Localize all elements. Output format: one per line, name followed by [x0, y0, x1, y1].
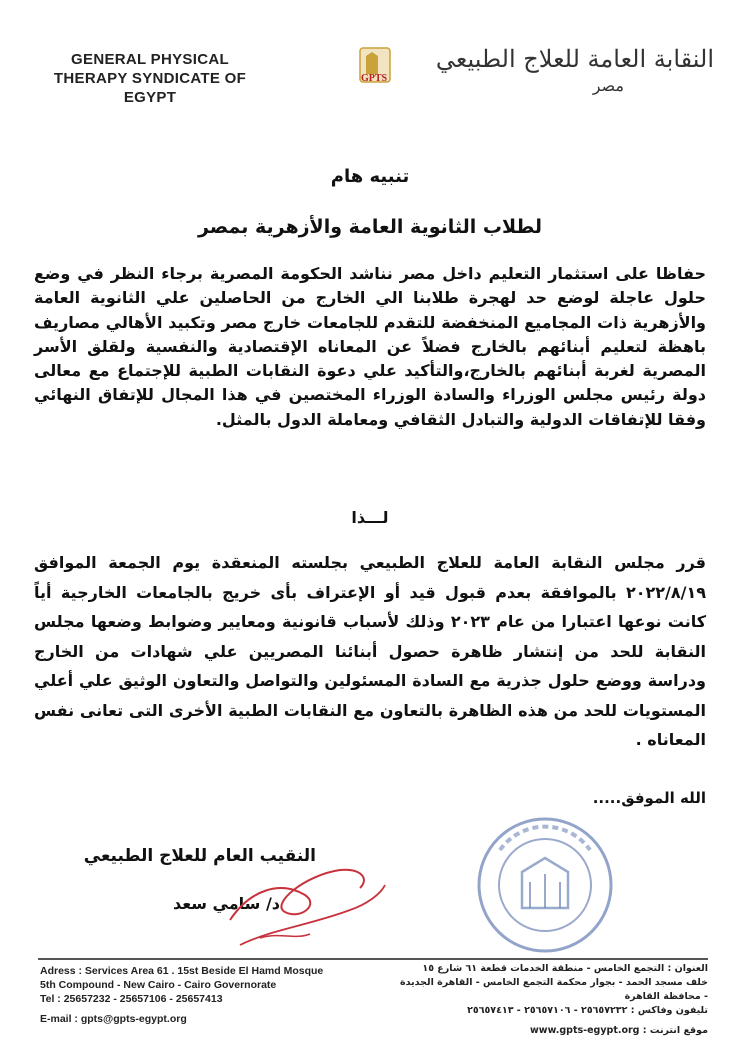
- footer-address-english-2: 5th Compound - New Cairo - Cairo Governorate: [40, 979, 277, 991]
- footer-email-english: E-mail : gpts@gpts-egypt.org: [40, 1013, 187, 1025]
- notice-heading: تنبيه هام: [330, 166, 410, 187]
- closing-line: الله الموفق.....: [592, 789, 706, 807]
- organization-country-arabic: مصر: [592, 76, 624, 95]
- footer-address-english-1: Adress : Services Area 61 . 15st Beside El Hamd Mosque: [40, 965, 324, 977]
- signatory-name: د/ سامي سعد: [172, 894, 280, 913]
- notice-paragraph-2: قرر مجلس النقابة العامة للعلاج الطبيعي بجلسته المنعقدة يوم الجمعة الموافق ٢٠٢٢/٨/١٩ بالموافقة بعدم قبول قيد أو الإعتراف بأى خريج بالجامعات الخارجية أياً كانت نوعها اعتبارا من عام ٢٠٢٣ وذلك لأسباب قانونية ومعايير وضوابط وضعها مجلس النقابة للحد من إنتشار ظاهرة حصول أبنائنا المصريين علي شهادات من الخارج ودراسة ووضع حلول جذرية مع السادة المسئولين والتواصل والتعاون الوثيق علي أعلي المستويات للحد من هذه الظاهرة بالتعاون مع النقابات الطبية الأخرى التى تعانى نفس المعاناه .: [34, 553, 707, 749]
- logo-text: GPTS: [360, 73, 388, 84]
- footer-contact-arabic: [398, 962, 708, 1038]
- organization-name-english: GENERAL PHYSICAL THERAPY SYNDICATE OF EGYPT: [53, 51, 247, 106]
- signatory-title: النقيب العام للعلاج الطبيعي: [83, 846, 316, 866]
- footer-phones-arabic: تليفون وفاكس : ٢٥٦٥٧٢٣٢ - ٢٥٦٥٧١٠٦ - ٢٥٦٥٧٤١٣: [467, 1005, 708, 1016]
- footer-contact-english: [40, 964, 323, 1026]
- footer-phones-english: Tel : 25657232 - 25657106 - 25657413: [40, 993, 223, 1005]
- footer: [0, 958, 740, 1052]
- notice-subheading: لطلاب الثانوية العامة والأزهرية بمصر: [197, 216, 543, 238]
- therefore-heading: لـــذا: [351, 508, 389, 527]
- footer-address-arabic-2: خلف مسجد الحمد - بجوار محكمة التجمع الخامس - القاهرة الجديدة - محافظة القاهرة: [400, 977, 708, 1002]
- footer-divider: [38, 958, 708, 960]
- footer-website-arabic: موقع انترنت : www.gpts-egypt.org: [530, 1025, 708, 1036]
- official-stamp: [470, 810, 620, 960]
- notice-paragraph-1: حفاظا على استثمار التعليم داخل مصر نناشد الحكومة المصرية برجاء النظر في وضع حلول عاجلة لوضع حد لهجرة طلابنا الي الخارج من الحاصلين علي الثانوية العامة والأزهرية ذات المجاميع المنخفضة للتقدم للجامعات خارج مصر وتكبيد الأهالي مصاريف باهظة لتعليم أبنائهم بالخارج فضلاً عن المعاناه الإقتصادية والنفسية ولقلق الأسر المصرية لغربة أبنائهم بالخارج،والتأكيد علي دعوة النقابات الطبية للإجتماع مع معالى دولة رئيس مجلس الوزراء والسادة الوزراء المختصين في هذا المجال للإتفاق النهائي وفقا للإتفاقات الدولية والتبادل الثقافي ومعاملة الدول بالمثل.: [34, 264, 706, 429]
- footer-address-arabic-1: العنوان : التجمع الخامس - منطقة الخدمات قطعة ٦١ شارع ١٥: [422, 963, 708, 974]
- organization-name-arabic: [436, 44, 714, 95]
- gpts-logo: [330, 34, 414, 106]
- organization-name-arabic-line1: النقابة العامة للعلاج الطبيعي: [435, 45, 714, 73]
- handwritten-signature: [210, 850, 390, 960]
